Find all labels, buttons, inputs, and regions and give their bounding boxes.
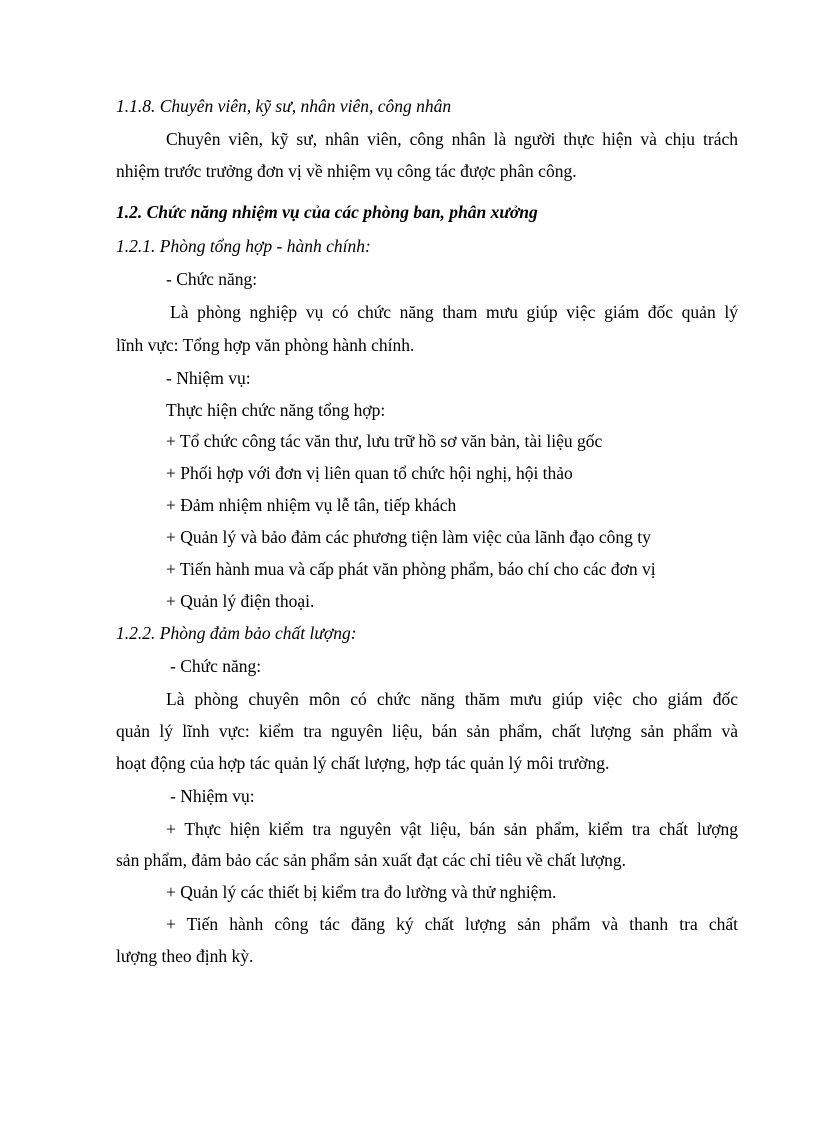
paragraph-line: sản phẩm, đảm bảo các sản phẩm sản xuất đạt các chỉ tiêu về chất lượng. bbox=[116, 850, 627, 870]
list-item: + Thực hiện kiểm tra nguyên vật liệu, bán sản phẩm, kiểm tra chất lượng bbox=[166, 819, 738, 839]
list-item: + Tiến hành mua và cấp phát văn phòng phẩm, báo chí cho các đơn vị bbox=[166, 559, 656, 579]
chapter-heading: 1.2. Chức năng nhiệm vụ của các phòng ban, phân xưởng bbox=[116, 202, 538, 222]
section-heading: 1.1.8. Chuyên viên, kỹ sư, nhân viên, công nhân bbox=[116, 96, 452, 116]
paragraph-line: nhiệm trước trưởng đơn vị về nhiệm vụ công tác được phân công. bbox=[116, 161, 577, 181]
paragraph-line: lĩnh vực: Tổng hợp văn phòng hành chính. bbox=[116, 335, 415, 355]
paragraph-line: lượng theo định kỳ. bbox=[116, 946, 254, 966]
section-heading: 1.2.2. Phòng đảm bảo chất lượng: bbox=[116, 623, 357, 643]
list-item: + Quản lý điện thoại. bbox=[166, 591, 315, 611]
paragraph-line: - Chức năng: bbox=[170, 656, 262, 676]
paragraph-line: - Nhiệm vụ: bbox=[166, 368, 251, 388]
list-item: + Quản lý và bảo đảm các phương tiện làm việc của lãnh đạo công ty bbox=[166, 527, 651, 547]
paragraph-line: Là phòng nghiệp vụ có chức năng tham mưu giúp việc giám đốc quản lý bbox=[170, 302, 738, 322]
list-item: + Phối hợp với đơn vị liên quan tổ chức hội nghị, hội thảo bbox=[166, 463, 573, 483]
paragraph-line: Là phòng chuyên môn có chức năng thăm mưu giúp việc cho giám đốc bbox=[166, 689, 738, 709]
list-item: + Quản lý các thiết bị kiểm tra đo lường và thử nghiệm. bbox=[166, 882, 557, 902]
paragraph-line: - Nhiệm vụ: bbox=[170, 786, 255, 806]
list-item: + Đảm nhiệm nhiệm vụ lễ tân, tiếp khách bbox=[166, 495, 457, 515]
paragraph-line: quản lý lĩnh vực: kiểm tra nguyên liệu, bán sản phẩm, chất lượng sản phẩm và bbox=[116, 721, 738, 741]
list-item: + Tiến hành công tác đăng ký chất lượng sản phẩm và thanh tra chất bbox=[166, 914, 738, 934]
list-item: + Tổ chức công tác văn thư, lưu trữ hồ sơ văn bản, tài liệu gốc bbox=[166, 431, 603, 451]
section-heading: 1.2.1. Phòng tổng hợp - hành chính: bbox=[116, 236, 371, 256]
paragraph-line: Thực hiện chức năng tổng hợp: bbox=[166, 400, 386, 420]
paragraph-line: Chuyên viên, kỹ sư, nhân viên, công nhân là người thực hiện và chịu trách bbox=[166, 129, 738, 149]
paragraph-line: hoạt động của hợp tác quản lý chất lượng, hợp tác quản lý môi trường. bbox=[116, 753, 610, 773]
paragraph-line: - Chức năng: bbox=[166, 269, 258, 289]
